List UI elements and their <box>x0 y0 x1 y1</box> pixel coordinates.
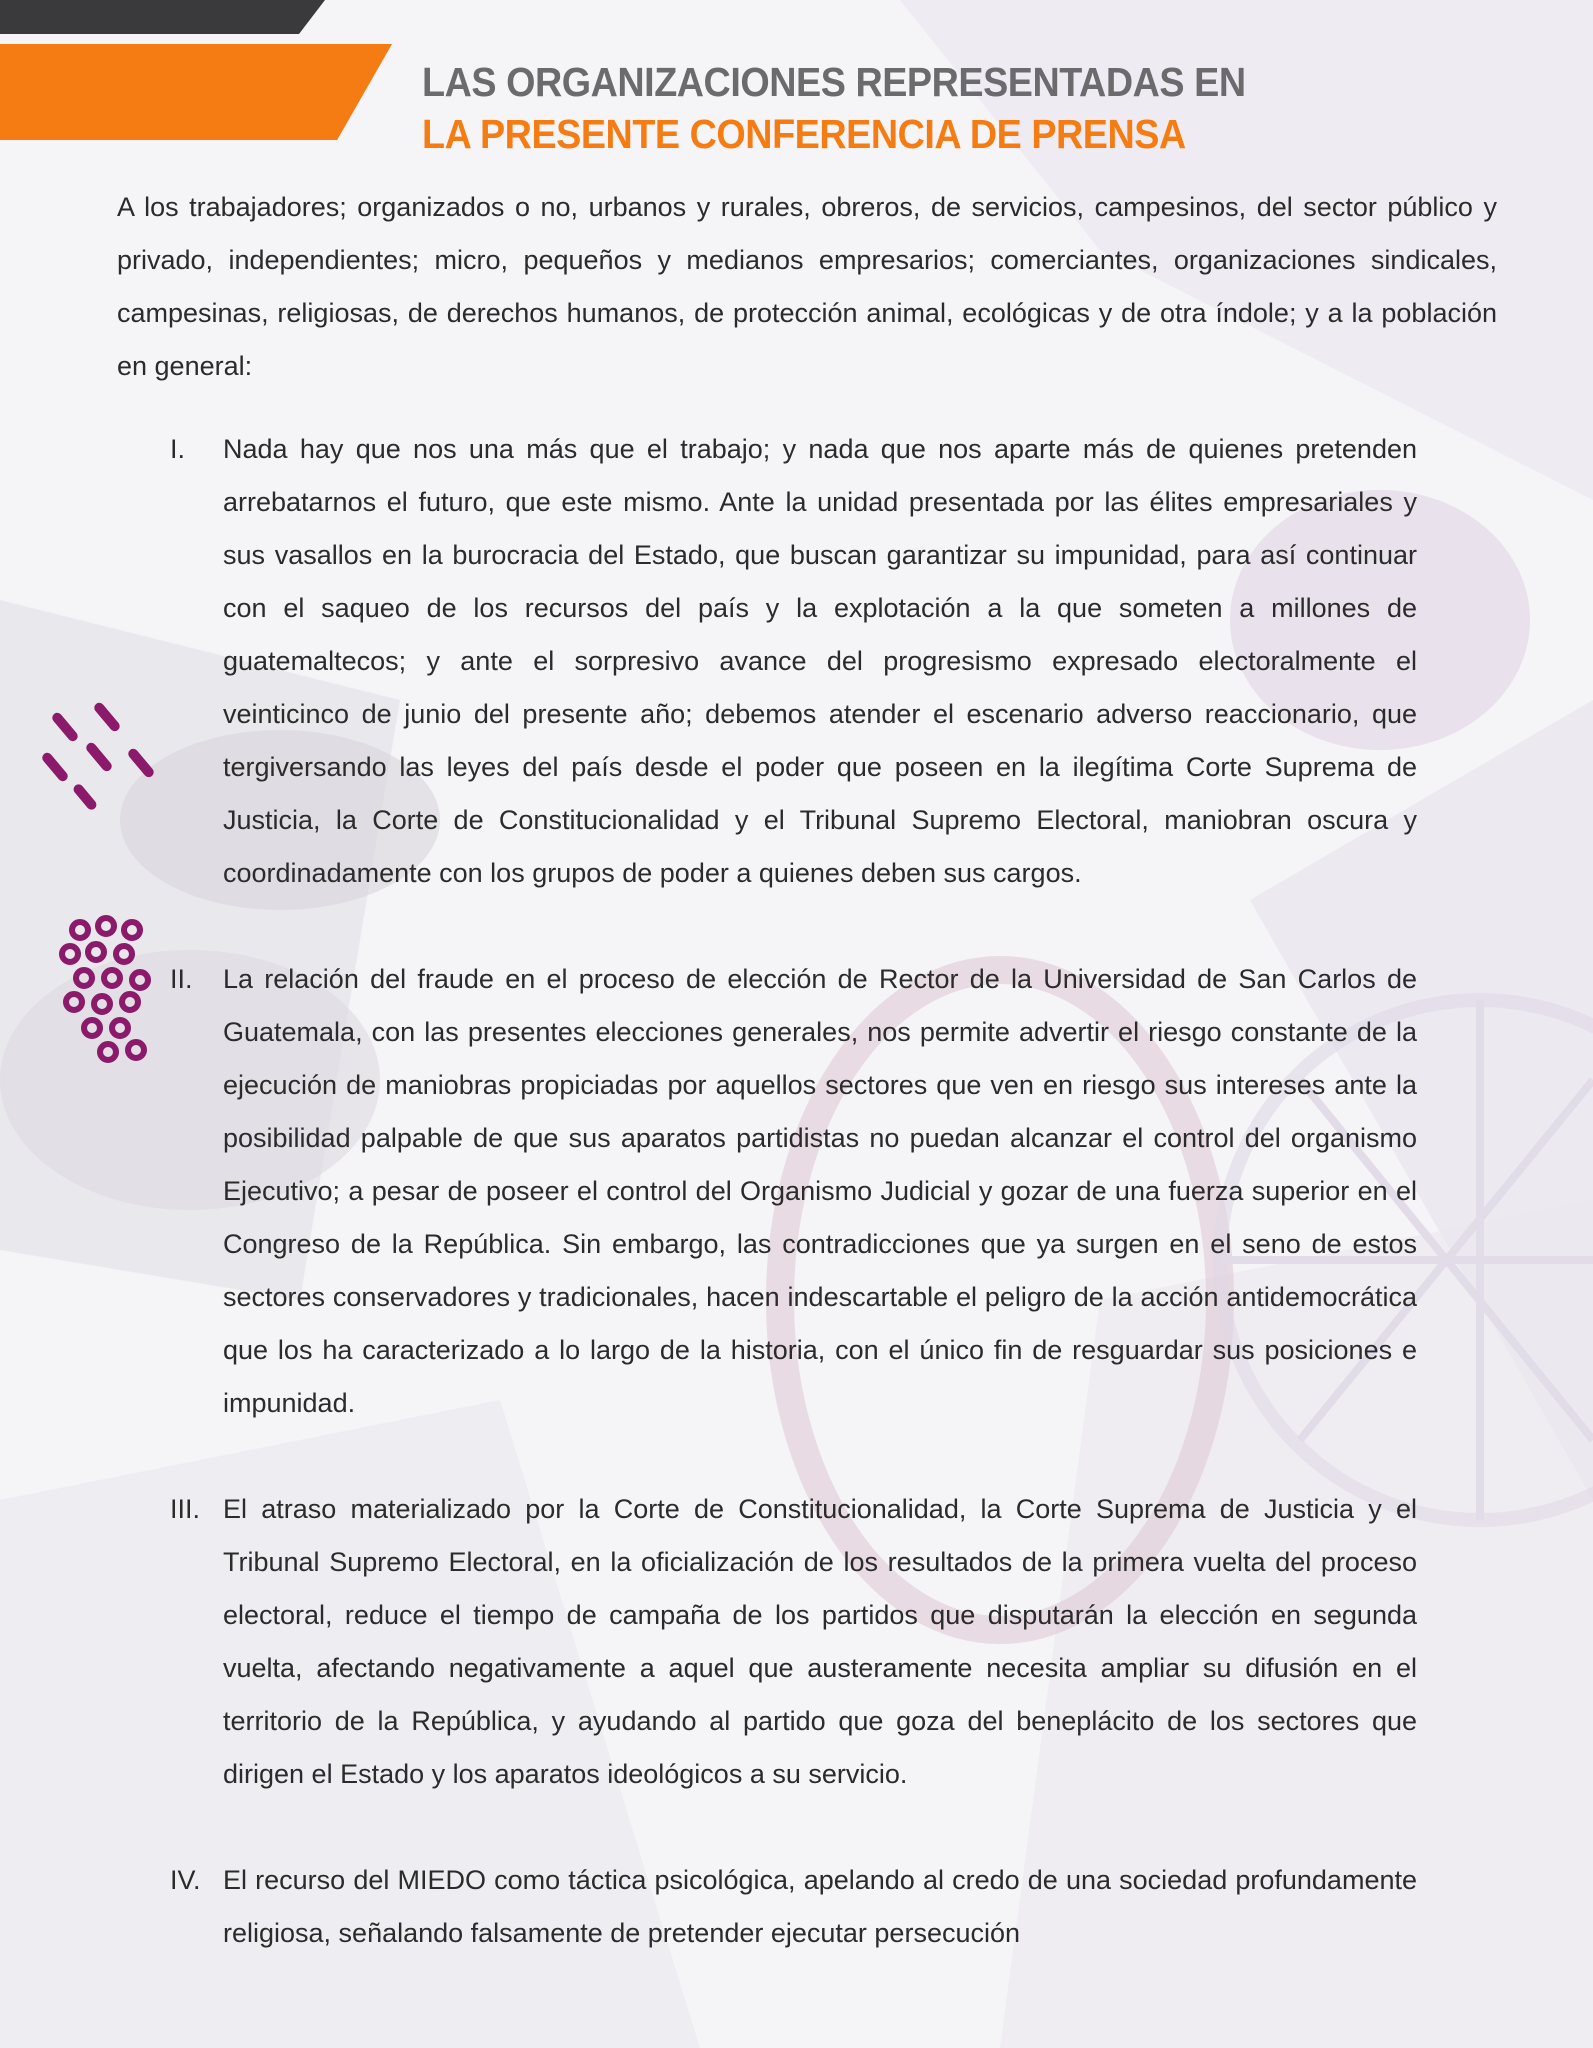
list-item-text: El recurso del MIEDO como táctica psicológica, apelando al credo de una sociedad profundamente religiosa, señalando falsamente de pretender ejecutar persecución <box>223 1865 1417 1948</box>
title-line-2: LA PRESENTE CONFERENCIA DE PRENSA <box>422 111 1186 157</box>
top-accent-bar-dark <box>0 0 325 34</box>
list-item-number: III. <box>170 1494 201 1524</box>
list-item <box>170 1854 1417 1960</box>
title-line-1: LAS ORGANIZACIONES REPRESENTADAS EN <box>422 59 1246 105</box>
top-accent-bar-orange <box>0 44 392 140</box>
list-item <box>170 953 1417 1430</box>
list-item-number: IV. <box>170 1865 201 1895</box>
list-item-text: La relación del fraude en el proceso de elección de Rector de la Universidad de San Carlos de Guatemala, con las presentes elecciones generales, nos permite advertir el riesgo constante de la ejecución de maniobras propiciadas por aquellos sectores que ven en riesgo sus intereses ante la posibilidad palpable de que sus aparatos partidistas no puedan alcanzar el control del organismo Ejecutivo; a pesar de poseer el control del Organismo Judicial y gozar de una fuerza superior en el Congreso de la República. Sin embargo, las contradicciones que ya surgen en el seno de estos sectores conservadores y tradicionales, hacen indescartable el peligro de la acción antidemocrática que los ha caracterizado a lo largo de la historia, con el único fin de resguardar sus posiciones e impunidad. <box>223 964 1417 1418</box>
page-title <box>422 56 1317 160</box>
list-item-number: I. <box>170 434 186 464</box>
list-item <box>170 1483 1417 1801</box>
list-item-text: Nada hay que nos una más que el trabajo; y nada que nos aparte más de quienes pretenden arrebatarnos el futuro, que este mismo. Ante la unidad presentada por las élites empresariales y sus vasallos en la burocracia del Estado, que buscan garantizar su impunidad, para así continuar con el saqueo de los recursos del país y la explotación a la que someten a millones de guatemaltecos; y ante el sorpresivo avance del progresismo expresado electoralmente el veinticinco de junio del presente año; debemos atender el escenario adverso reaccionario, que tergiversando las leyes del país desde el poder que poseen en la ilegítima Corte Suprema de Justicia, la Corte de Constitucionalidad y el Tribunal Supremo Electoral, maniobran oscura y coordinadamente con los grupos de poder a quienes deben sus cargos. <box>223 434 1417 888</box>
list-item <box>170 423 1417 900</box>
list-item-number: II. <box>170 964 193 994</box>
numbered-list <box>170 423 1417 2013</box>
intro-paragraph: A los trabajadores; organizados o no, urbanos y rurales, obreros, de servicios, campesinos, del sector público y privado, independientes; micro, pequeños y medianos empresarios; comerciantes, organizaciones sindicales, campesinas, religiosas, de derechos humanos, de protección animal, ecológicas y de otra índole; y a la población en general: <box>117 192 1497 381</box>
list-item-text: El atraso materializado por la Corte de Constitucionalidad, la Corte Suprema de Justicia y el Tribunal Supremo Electoral, en la oficialización de los resultados de la primera vuelta del proceso electoral, reduce el tiempo de campaña de los partidos que disputarán la elección en segunda vuelta, afectando negativamente a aquel que austeramente necesita ampliar su difusión en el territorio de la República, y ayudando al partido que goza del beneplácito de los sectores que dirigen el Estado y los aparatos ideológicos a su servicio. <box>223 1494 1417 1789</box>
